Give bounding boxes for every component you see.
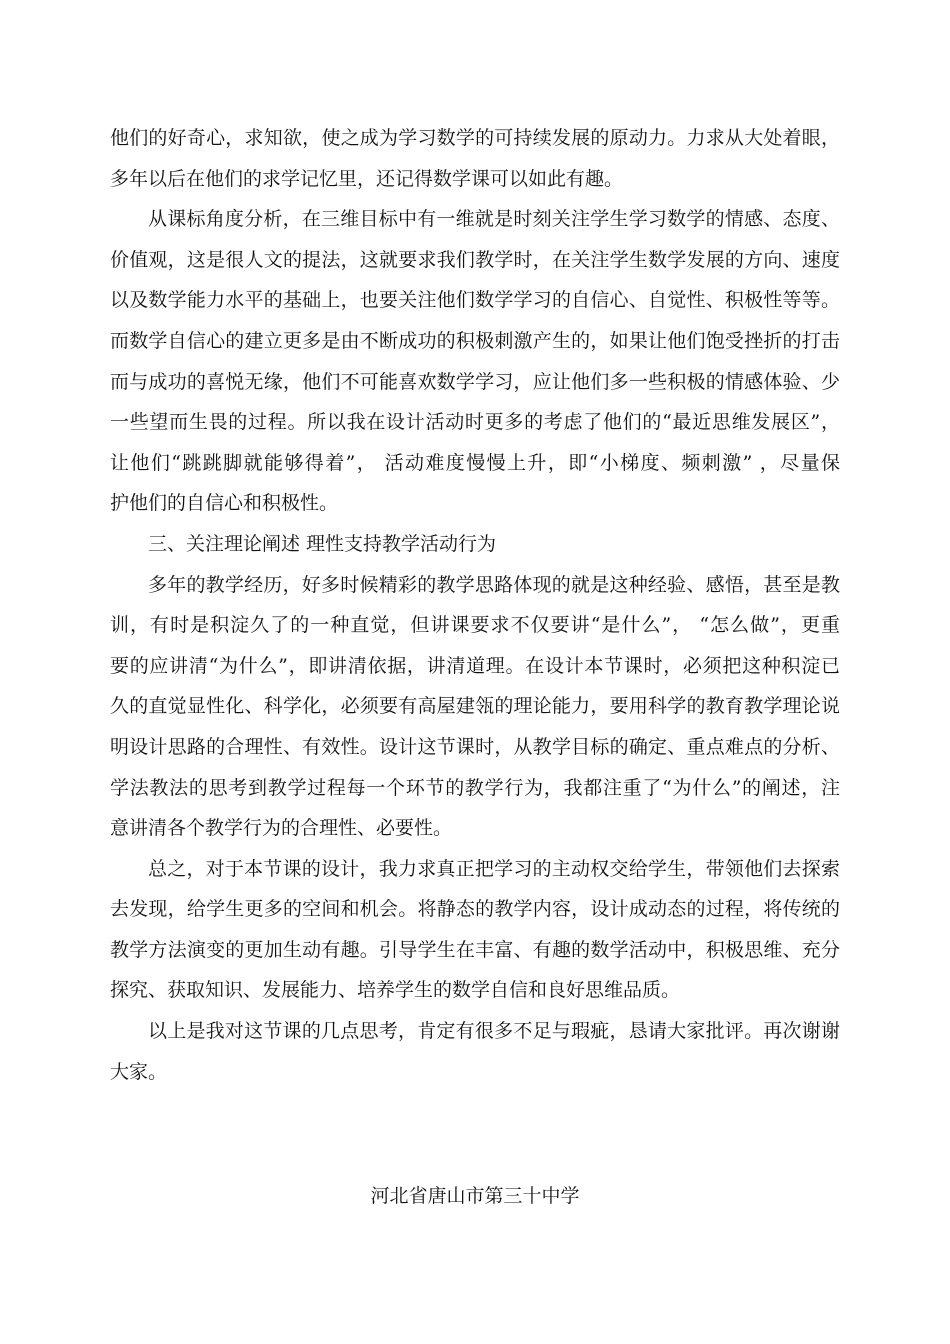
text-line: 多年以后在他们的求学记忆里，还记得数学课可以如此有趣。: [110, 167, 624, 190]
text-line: 一些望而生畏的过程。所以我在设计活动时更多的考虑了他们的“最近思维发展区”，: [110, 411, 840, 434]
text-line: 大家。: [110, 1060, 168, 1083]
text-line: 学法教法的思考到教学过程每一个环节的教学行为，我都注重了“为什么”的阐述，注: [110, 776, 840, 799]
text-line: 从课标角度分析，在三维目标中有一维就是时刻关注学生学习数学的情感、态度、: [148, 208, 840, 231]
text-line: 要的应讲清“为什么”，即讲清依据，讲清道理。在设计本节课时，必须把这种积淀已: [110, 654, 840, 677]
paragraph-summary: [110, 849, 840, 1011]
signature-school: 河北省唐山市第三十中学: [370, 1185, 580, 1207]
text-line: 护他们的自信心和积极性。: [110, 492, 339, 515]
text-line: 久的直觉显性化、科学化，必须要有高屋建瓴的理论能力，要用科学的教育教学理论说: [110, 695, 840, 718]
paragraph-continuation: [110, 118, 840, 199]
text-line: 教学方法演变的更加生动有趣。引导学生在丰富、有趣的数学活动中，积极思维、充分: [110, 938, 840, 961]
text-line: 以上是我对这节课的几点思考，肯定有很多不足与瑕疵，恳请大家批评。再次谢谢: [148, 1020, 840, 1043]
section-heading: 三、关注理论阐述 理性支持教学活动行为: [148, 532, 497, 555]
text-line: 多年的教学经历，好多时候精彩的教学思路体现的就是这种经验、感悟，甚至是教: [148, 573, 840, 596]
text-line: 而与成功的喜悦无缘，他们不可能喜欢数学学习，应让他们多一些积极的情感体验、少: [110, 370, 840, 393]
text-line: 明设计思路的合理性、有效性。设计这节课时，从教学目标的确定、重点难点的分析、: [110, 735, 840, 758]
paragraph-curriculum-analysis: [110, 199, 840, 524]
section-heading-3: [110, 524, 840, 565]
text-line: 去发现，给学生更多的空间和机会。将静态的教学内容，设计成动态的过程，将传统的: [110, 898, 840, 921]
text-line: 意讲清各个教学行为的合理性、必要性。: [110, 817, 453, 840]
text-line: 总之，对于本节课的设计，我力求真正把学习的主动权交给学生，带领他们去探索: [148, 857, 840, 880]
text-line: 训，有时是积淀久了的一种直觉，但讲课要求不仅要讲“是什么”， “怎么做”，更重: [110, 614, 840, 637]
text-line: 以及数学能力水平的基础上，也要关注他们数学学习的自信心、自觉性、积极性等等。: [110, 289, 840, 312]
document-body: [110, 118, 840, 1092]
text-line: 他们的好奇心，求知欲，使之成为学习数学的可持续发展的原动力。力求从大处着眼，: [110, 127, 840, 149]
text-line: 探究、获取知识、发展能力、培养学生的数学自信和良好思维品质。: [110, 979, 681, 1002]
text-line: 价值观，这是很人文的提法，这就要求我们教学时，在关注学生数学发展的方向、速度: [110, 248, 840, 271]
text-line: 让他们“跳跳脚就能够得着”， 活动难度慢慢上升，即“小梯度、频刺激” ，尽量保: [110, 451, 840, 474]
text-line: 而数学自信心的建立更多是由不断成功的积极刺激产生的，如果让他们饱受挫折的打击: [110, 329, 840, 352]
paragraph-teaching-experience: [110, 565, 840, 849]
paragraph-closing: [110, 1011, 840, 1092]
